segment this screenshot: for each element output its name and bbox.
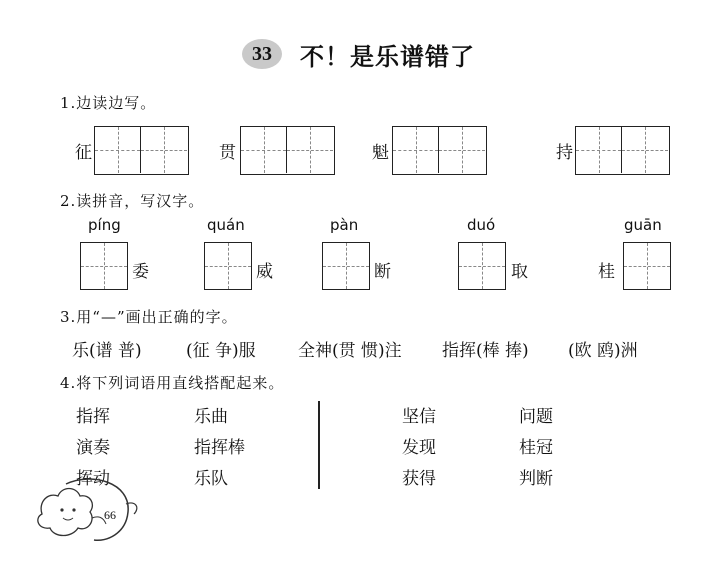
- q2-writing-box-2[interactable]: [204, 242, 252, 290]
- q3-option-1[interactable]: 乐(谱 普): [72, 341, 142, 361]
- q4-left-match-2[interactable]: 指挥棒: [194, 438, 245, 458]
- lesson-header: [242, 36, 475, 72]
- lesson-title: 不！是乐谱错了: [300, 41, 475, 71]
- q1-char-3: 魁: [372, 143, 389, 163]
- q3-option-2[interactable]: (征 争)服: [186, 341, 256, 361]
- page-number: 66: [104, 508, 116, 522]
- q3-prompt: 3.用“—”画出正确的字。: [60, 308, 238, 326]
- q3-option-3[interactable]: 全神(贯 惯)注: [298, 341, 402, 361]
- column-divider: [318, 401, 320, 489]
- q4-left-word-1[interactable]: 指挥: [76, 407, 110, 427]
- q2-suffix-2: 威: [256, 262, 273, 282]
- q1-writing-box-1[interactable]: [94, 126, 189, 175]
- q2-pinyin-4: duó: [467, 216, 496, 234]
- q2-pinyin-2: quán: [207, 216, 245, 234]
- q2-pinyin-3: pàn: [330, 216, 359, 234]
- sheep-mascot-icon: [36, 474, 146, 544]
- q4-left-match-1[interactable]: 乐曲: [194, 407, 228, 427]
- q2-writing-box-5[interactable]: [623, 242, 671, 290]
- q4-right-match-3[interactable]: 判断: [519, 469, 553, 489]
- q3-option-4[interactable]: 指挥(棒 捧): [442, 341, 529, 361]
- lesson-number-badge: 33: [242, 39, 282, 69]
- q1-writing-box-2[interactable]: [240, 126, 335, 175]
- q4-right-word-2[interactable]: 发现: [402, 438, 436, 458]
- q4-left-match-3[interactable]: 乐队: [194, 469, 228, 489]
- q2-writing-box-4[interactable]: [458, 242, 506, 290]
- q4-right-word-3[interactable]: 获得: [402, 469, 436, 489]
- q4-right-word-1[interactable]: 坚信: [402, 407, 436, 427]
- q1-prompt: 1.边读边写。: [60, 94, 157, 112]
- q2-suffix-3: 断: [374, 262, 391, 282]
- q2-writing-box-1[interactable]: [80, 242, 128, 290]
- q2-suffix-5: 桂: [598, 262, 615, 282]
- q2-writing-box-3[interactable]: [322, 242, 370, 290]
- q1-char-4: 持: [556, 143, 573, 163]
- q4-prompt: 4.将下列词语用直线搭配起来。: [60, 374, 285, 392]
- q4-left-word-3[interactable]: 挥动: [76, 469, 110, 489]
- q2-suffix-4: 取: [511, 262, 528, 282]
- q1-writing-box-4[interactable]: [575, 126, 670, 175]
- q4-left-word-2[interactable]: 演奏: [76, 438, 110, 458]
- q1-writing-box-3[interactable]: [392, 126, 487, 175]
- q2-pinyin-1: píng: [88, 216, 121, 234]
- q4-right-match-1[interactable]: 问题: [519, 407, 553, 427]
- q2-pinyin-5: guān: [624, 216, 662, 234]
- q3-option-5[interactable]: (欧 鸥)洲: [568, 341, 638, 361]
- q1-char-1: 征: [75, 143, 92, 163]
- q1-char-2: 贯: [219, 143, 236, 163]
- q2-prompt: 2.读拼音，写汉字。: [60, 192, 205, 210]
- q4-right-match-2[interactable]: 桂冠: [519, 438, 553, 458]
- q2-suffix-1: 委: [132, 262, 149, 282]
